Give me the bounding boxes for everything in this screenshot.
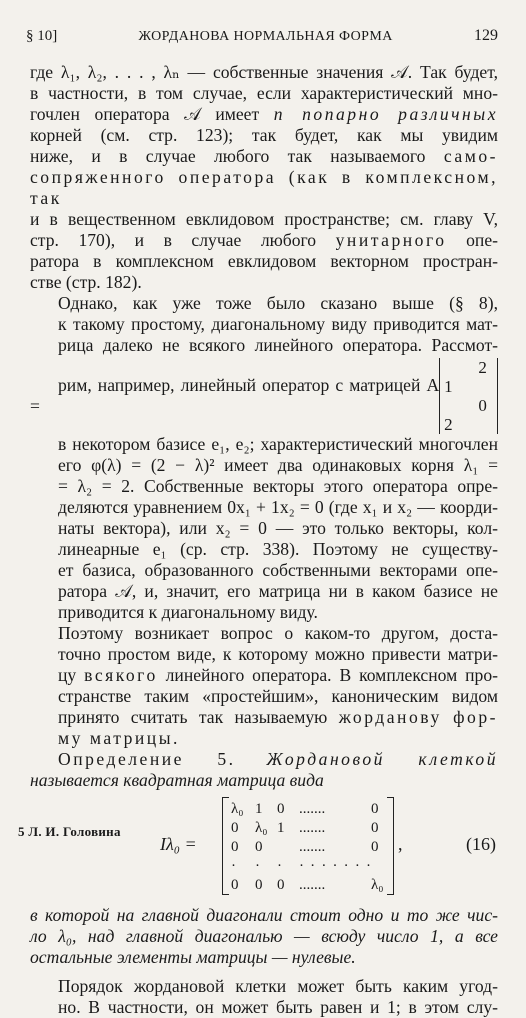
text-line: приводится к диагональному виду. [58,602,318,622]
emphasis-text: n попарно различных [273,104,499,124]
jordan-block-equation [30,797,498,897]
text-line: му матрицы. [58,728,180,748]
text-line: в частности, в том случае, если характеристический мно- [30,83,498,103]
text-line: остальные элементы матрицы — нулевые. [30,947,356,967]
matrix-lhs: Iλ₀ = [160,834,197,854]
text-line [30,749,498,770]
text-line: сопряженного оператора (как в комплексном, так [30,167,498,208]
text-line: называется квадратная матрица вида [30,770,324,790]
text-line: = λ₂ = 2. Собственные векторы этого оператора опре- [58,476,498,496]
spaced-text: само- [443,146,498,166]
text-line: ратора 𝒜, и, значит, его матрица ни в каком базисе не [58,581,498,601]
text-line: гочлен оператора 𝒜 имеет n попарно различных [30,104,499,124]
signature-footer: 5 Л. И. Головина [18,824,121,839]
text-line: корней (см. стр. 123); так будет, как мы увидим [30,125,498,145]
spaced-text: жорданову [338,707,442,727]
paragraph-3 [30,623,498,749]
spaced-text: всякого [84,665,158,685]
text-line: стве (стр. 182). [30,272,142,292]
text-line: Порядок жордановой клетки может быть каким угод- [58,976,498,996]
matrix-2x2: 2 1 0 2 [439,358,498,434]
matrix-row: 0 0 0 ....... λ₀ [231,877,384,893]
text-line: но. В частности, он может быть равен и 1; в этом слу- [58,997,498,1017]
text-line: его φ(λ) = (2 − λ)² имеет два одинаковых корня λ₁ = [58,455,498,475]
equation-number: (16) [466,834,496,854]
definition [30,749,498,791]
matrix-row: λ₀ 1 0 ....... 0 [231,801,379,817]
text-line: наты вектора), или x₂ = 0 — это только векторы, кол- [58,518,498,538]
paragraph-2 [30,293,498,623]
running-header [26,27,498,45]
text-line: ло λ₀, над главной диагональю — всюду число 1, а все [30,926,498,946]
text-line: к такому простому, диагональному виду приводится мат- [58,314,498,334]
text-line: где λ₁, λ₂, . . . , λₙ — собственные значения 𝒜. Так будет, [30,62,498,82]
jordan-matrix [222,797,394,895]
text-line: стр. 170), и в случае любого унитарного опе- [30,230,498,250]
page-body [30,62,498,1018]
text-line: деляются уравнением 0x₁ + 1x₂ = 0 (где x₁ и x₂ — коорди- [58,497,498,517]
paragraph-1 [30,62,498,293]
text-line: ратора в комплексном евклидовом векторном простран- [30,251,498,271]
text-line: ет базиса, образованного собственными векторами опе- [58,560,498,580]
page-number: 129 [473,27,498,44]
text-line: Однако, как уже тоже было сказано выше (§ 8), [58,293,498,313]
definition-continuation [30,905,498,968]
matrix-row: 0 λ₀ 1 ....... 0 [231,820,379,836]
text-line: ниже, и в случае любого так называемого само- [30,146,498,166]
text-line: и в вещественном евклидовом пространстве; см. главу V, [30,209,498,229]
text-line-with-matrix: рим, например, линейный оператор с матрицей A = 2 1 0 2 [30,358,498,434]
text-line: принято считать так называемую жорданову фор- [58,707,499,727]
paragraph-4 [30,976,498,1018]
running-title: ЖОРДАНОВА НОРМАЛЬНАЯ ФОРМА [138,29,393,44]
text-line: в некотором базисе e₁, e₂; характеристический многочлен [58,434,498,454]
text-line: цу всякого линейного оператора. В комплексном про- [58,665,498,685]
section-mark: § 10] [26,28,58,44]
definition-term: Жордановой клеткой [266,749,498,769]
text-line: в которой на главной диагонали стоит одно и то же чис- [30,905,498,925]
spaced-text: унитарного [335,230,447,250]
matrix-row: · · · · · · · · · · [231,858,371,874]
text-line: странстве таким «простейшим», каноническим видом [58,686,498,706]
definition-label: Определение 5. [58,749,236,769]
text-line: точно простом виде, к которому можно привести матри- [58,644,498,664]
text-line: линеарные e₁ (ср. стр. 338). Поэтому не существу- [58,539,498,559]
text-line: Поэтому возникает вопрос о каком-то другом, доста- [58,623,498,643]
matrix-row: 0 0 ....... 0 [231,839,379,855]
matrix-tail: , [398,834,403,854]
text-line: рица далеко не всякого линейного оператора. Рассмот- [58,335,498,355]
